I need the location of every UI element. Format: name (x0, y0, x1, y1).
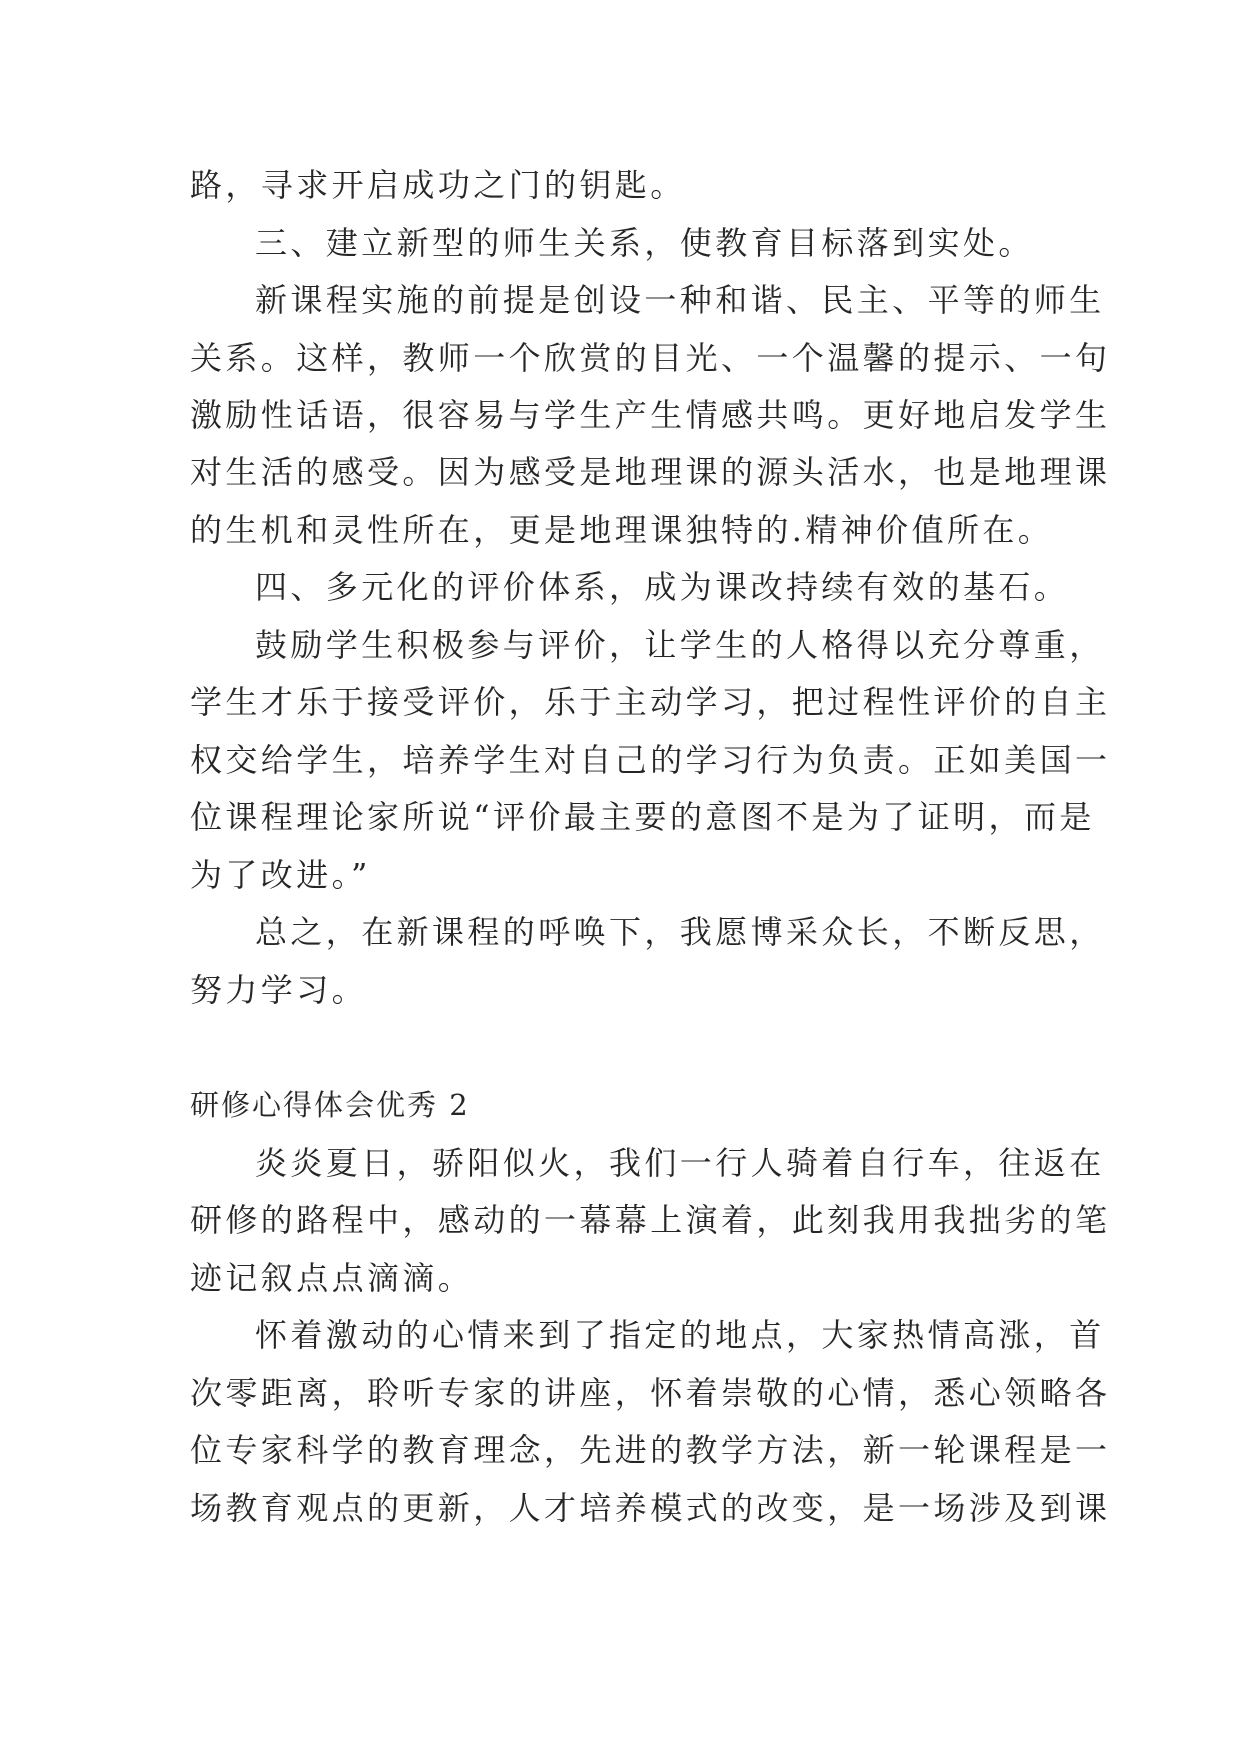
text-line: 鼓励学生积极参与评价，让学生的人格得以充分尊重， (255, 626, 1105, 664)
text-line: 位课程理论家所说“评价最主要的意图不是为了证明，而是 (190, 798, 1095, 836)
text-line: 的生机和灵性所在，更是地理课独特的.精神价值所在。 (190, 511, 1054, 549)
text-line: 学生才乐于接受评价，乐于主动学习，把过程性评价的自主 (190, 683, 1111, 721)
text-line: 为了改进。” (190, 856, 371, 894)
text-line: 路，寻求开启成功之门的钥匙。 (190, 166, 686, 204)
text-line: 怀着激动的心情来到了指定的地点，大家热情高涨，首 (255, 1316, 1105, 1354)
text-line: 次零距离，聆听专家的讲座，怀着崇敬的心情，悉心领略各 (190, 1374, 1111, 1412)
text-line: 对生活的感受。因为感受是地理课的源头活水，也是地理课 (190, 453, 1111, 491)
text-line: 迹记叙点点滴滴。 (190, 1259, 474, 1297)
text-line: 激励性话语，很容易与学生产生情感共鸣。更好地启发学生 (190, 396, 1111, 434)
text-line: 三、建立新型的师生关系，使教育目标落到实处。 (255, 224, 1034, 262)
text-line: 位专家科学的教育理念，先进的教学方法，新一轮课程是一 (190, 1431, 1111, 1469)
text-line: 四、多元化的评价体系，成为课改持续有效的基石。 (255, 568, 1070, 606)
section-heading: 研修心得体会优秀 2 (190, 1088, 470, 1122)
text-line: 总之，在新课程的呼唤下，我愿博采众长，不断反思， (255, 913, 1105, 951)
text-line: 权交给学生，培养学生对自己的学习行为负责。正如美国一 (190, 741, 1111, 779)
text-line: 关系。这样，教师一个欣赏的目光、一个温馨的提示、一句 (190, 339, 1111, 377)
text-line: 场教育观点的更新，人才培养模式的改变，是一场涉及到课 (190, 1489, 1111, 1527)
text-line: 努力学习。 (190, 971, 368, 1009)
text-line: 新课程实施的前提是创设一种和谐、民主、平等的师生 (255, 281, 1105, 319)
text-line: 炎炎夏日，骄阳似火，我们一行人骑着自行车，往返在 (255, 1144, 1105, 1182)
text-line: 研修的路程中，感动的一幕幕上演着，此刻我用我拙劣的笔 (190, 1201, 1111, 1239)
